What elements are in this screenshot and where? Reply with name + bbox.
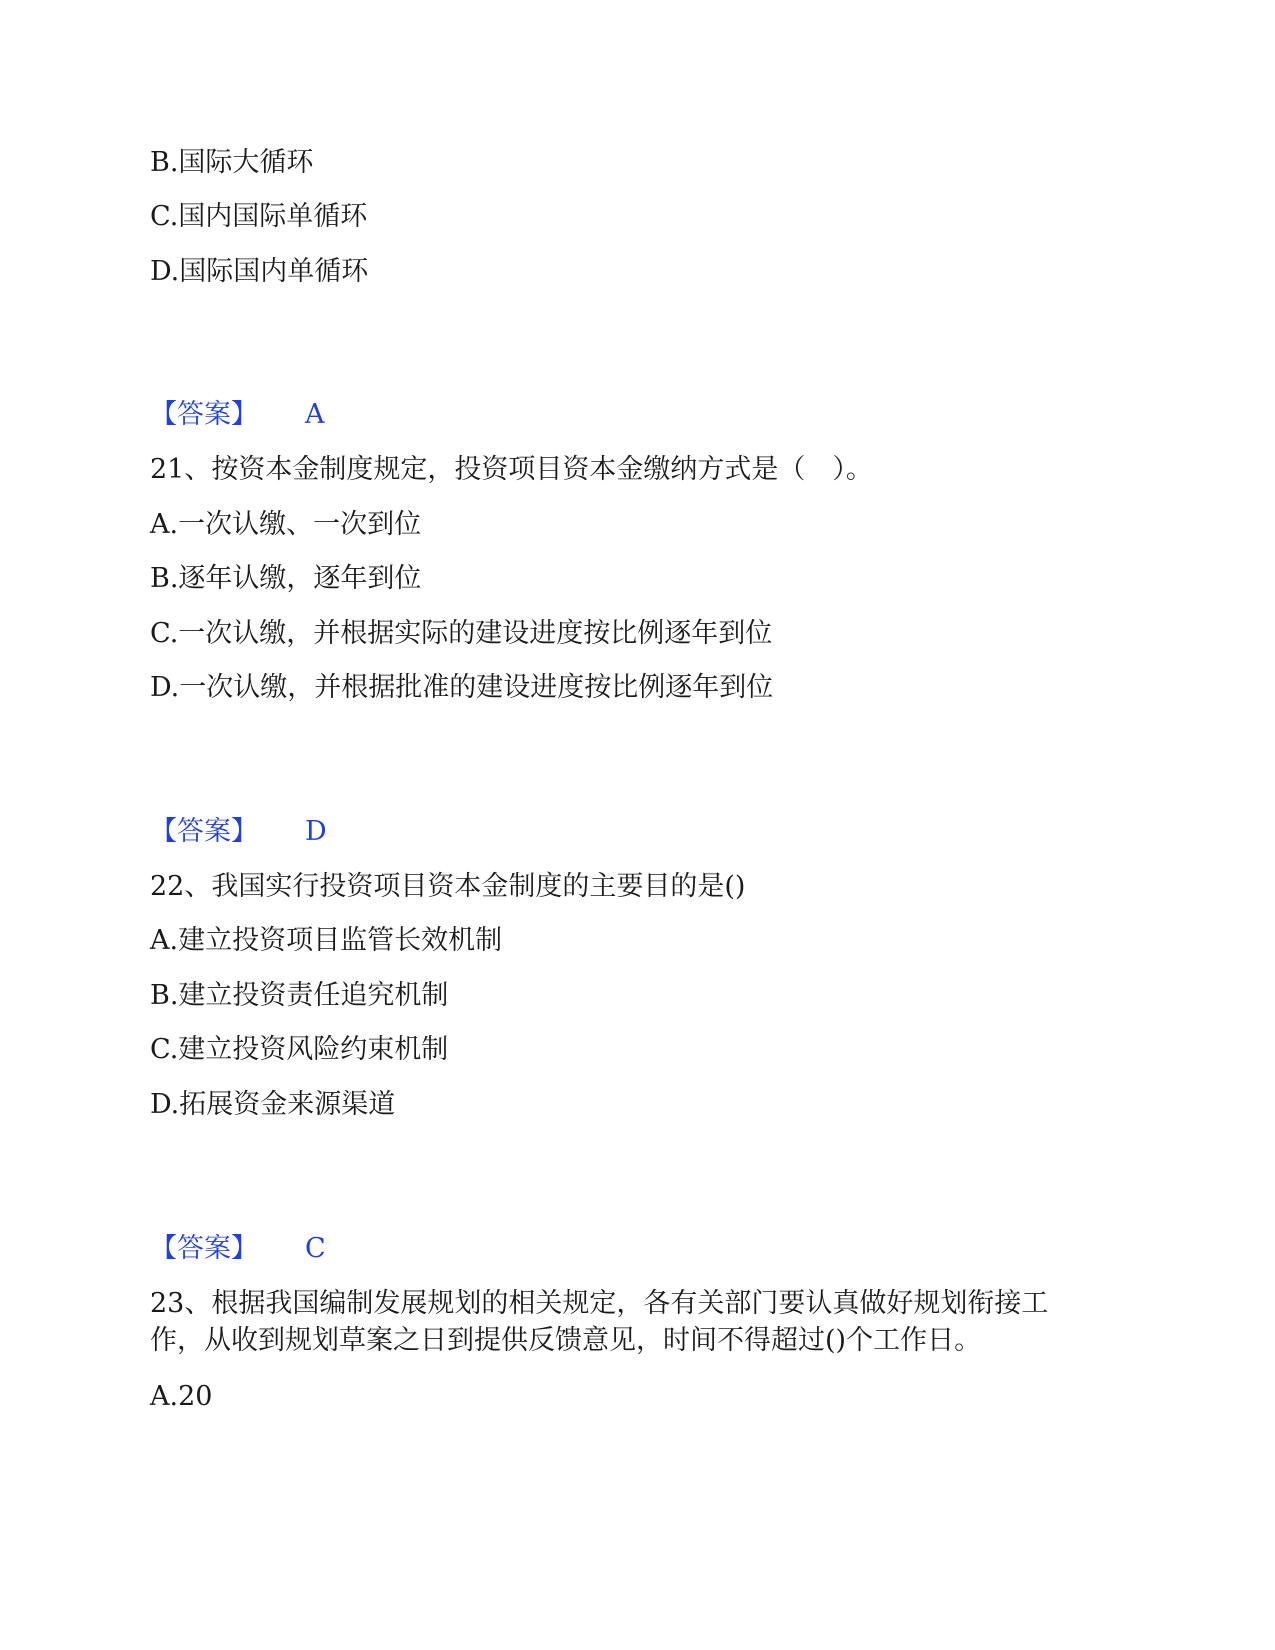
answer-label: 【答案】	[150, 399, 258, 430]
q20-option-b: B.国际大循环	[150, 147, 314, 178]
answer-label: 【答案】	[150, 1233, 258, 1264]
q22-option-b: B.建立投资责任追究机制	[150, 980, 449, 1011]
q21-question: 21、按资本金制度规定，投资项目资本金缴纳方式是（ ）。	[150, 454, 873, 485]
answer-value: C	[305, 1233, 326, 1264]
answer-value: D	[305, 816, 327, 847]
q22-option-a: A.建立投资项目监管长效机制	[150, 925, 503, 956]
q22-option-c: C.建立投资风险约束机制	[150, 1034, 449, 1065]
answer-value: A	[305, 399, 325, 430]
q23-question-line2: 作，从收到规划草案之日到提供反馈意见，时间不得超过()个工作日。	[150, 1325, 982, 1356]
q23-question-line1: 23、根据我国编制发展规划的相关规定，各有关部门要认真做好规划衔接工	[150, 1288, 1049, 1319]
q21-answer	[150, 815, 327, 849]
q22-option-d: D.拓展资金来源渠道	[150, 1089, 396, 1120]
q21-option-b: B.逐年认缴，逐年到位	[150, 563, 422, 594]
q20-answer	[150, 398, 325, 432]
q21-option-a: A.一次认缴、一次到位	[150, 509, 422, 540]
q21-option-c: C.一次认缴，并根据实际的建设进度按比例逐年到位	[150, 618, 773, 649]
answer-label: 【答案】	[150, 816, 258, 847]
q23-option-a: A.20	[150, 1381, 213, 1412]
q20-option-c: C.国内国际单循环	[150, 201, 368, 232]
q21-option-d: D.一次认缴，并根据批准的建设进度按比例逐年到位	[150, 672, 774, 703]
q22-answer	[150, 1232, 326, 1266]
q22-question: 22、我国实行投资项目资本金制度的主要目的是()	[150, 871, 746, 902]
q20-option-d: D.国际国内单循环	[150, 256, 369, 287]
